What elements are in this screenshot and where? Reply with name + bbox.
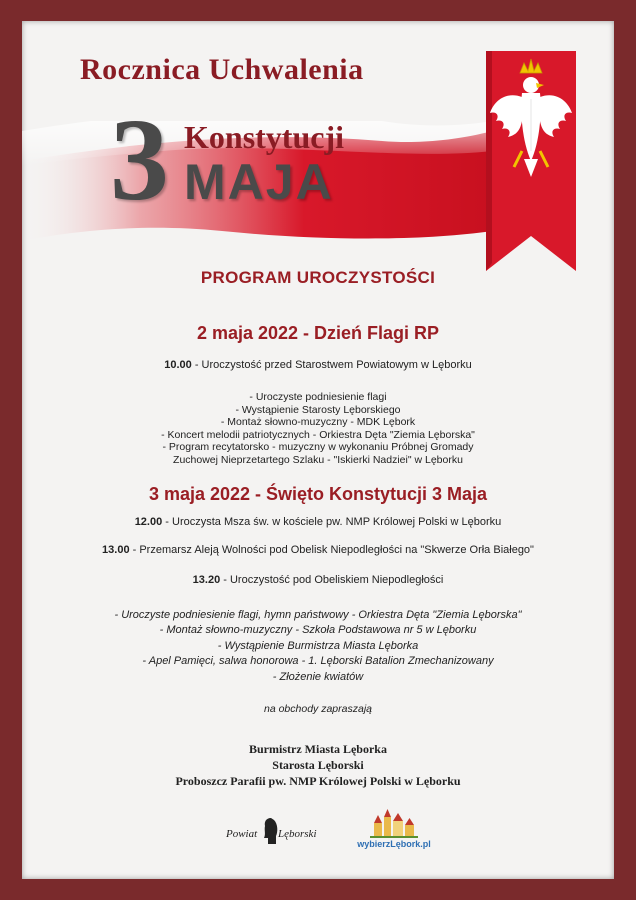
day2-event-time: 13.00 — [102, 544, 130, 556]
list-item: - Montaż słowno-muzyczny - Szkoła Podstawowa nr 5 w Lęborku — [159, 624, 477, 637]
program-title: PROGRAM UROCZYSTOŚCI — [200, 268, 436, 287]
list-item: - Uroczyste podniesienie flagi — [249, 391, 387, 403]
wybierz-logo-text: wybierzLębork.pl — [357, 839, 431, 849]
day2-event-3 — [22, 573, 614, 587]
day2-event-time: 13.20 — [192, 574, 221, 586]
day2-event-text: - Uroczysta Msza św. w kościele pw. NMP Królowej Polski w Lęborku — [162, 516, 502, 528]
invitation-text: na obchody zapraszają — [264, 703, 372, 715]
day2-event-2 — [22, 543, 614, 557]
day2-event-1 — [22, 515, 614, 529]
list-item: Zuchowej Nieprzetartego Szlaku - "Iskierki Nadziei" w Lęborku — [173, 453, 463, 466]
day2-event-time: 12.00 — [134, 516, 163, 528]
list-item: - Uroczyste podniesienie flagi, hymn państwowy - Orkiestra Dęta "Ziemia Lęborska" — [114, 609, 522, 621]
list-item: - Złożenie kwiatów — [272, 670, 364, 683]
white-eagle-emblem-icon — [486, 51, 576, 271]
powiat-leborski-logo — [226, 816, 341, 848]
list-item: - Apel Pamięci, salwa honorowa - 1. Lęborski Batalion Zmechanizowany — [142, 655, 494, 668]
day1-title: 2 maja 2022 - Dzień Flagi RP — [196, 323, 440, 343]
title-line-1: Rocznica Uchwalenia — [80, 53, 364, 86]
list-item: - Montaż słowno-muzyczny - MDK Lębork — [220, 416, 416, 429]
title-number-3: 3 — [110, 94, 169, 225]
signature-line: Starosta Lęborski — [272, 758, 364, 772]
title-line-3: MAJA — [184, 154, 334, 210]
list-item: - Wystąpienie Burmistrza Miasta Lęborka — [217, 639, 419, 652]
list-item: - Wystąpienie Starosty Lęborskiego — [235, 403, 401, 416]
powiat-logo-text: Lęborski — [278, 828, 317, 840]
signature-line: Proboszcz Parafii pw. NMP Królowej Polski w Lęborku — [175, 774, 461, 788]
signatures — [22, 741, 614, 789]
signature-line: Burmistrz Miasta Lęborka — [249, 742, 387, 756]
powiat-logo-text: Powiat — [226, 828, 258, 840]
day2-program-list — [22, 608, 614, 685]
wybierz-lebork-logo — [348, 809, 440, 851]
day1-event-time: 10.00 — [164, 359, 192, 371]
day1-event — [22, 358, 614, 372]
title-line-2: Konstytucji — [184, 119, 344, 155]
list-item: - Koncert melodii patriotycznych - Orkiestra Dęta "Ziemia Lęborska" — [161, 428, 475, 441]
poster-paper — [22, 21, 614, 879]
list-item: - Program recytatorsko - muzyczny w wykonaniu Próbnej Gromady — [162, 441, 474, 454]
day2-event-text: - Przemarsz Aleją Wolności pod Obelisk Niepodległości na "Skwerze Orła Białego" — [129, 544, 534, 556]
day2-title: 3 maja 2022 - Święto Konstytucji 3 Maja — [148, 484, 488, 504]
day1-program-list — [22, 391, 614, 467]
day1-event-text: - Uroczystość przed Starostwem Powiatowym w Lęborku — [191, 359, 472, 371]
day2-event-text: - Uroczystość pod Obeliskiem Niepodległości — [220, 574, 444, 586]
town-skyline-icon — [370, 809, 418, 839]
